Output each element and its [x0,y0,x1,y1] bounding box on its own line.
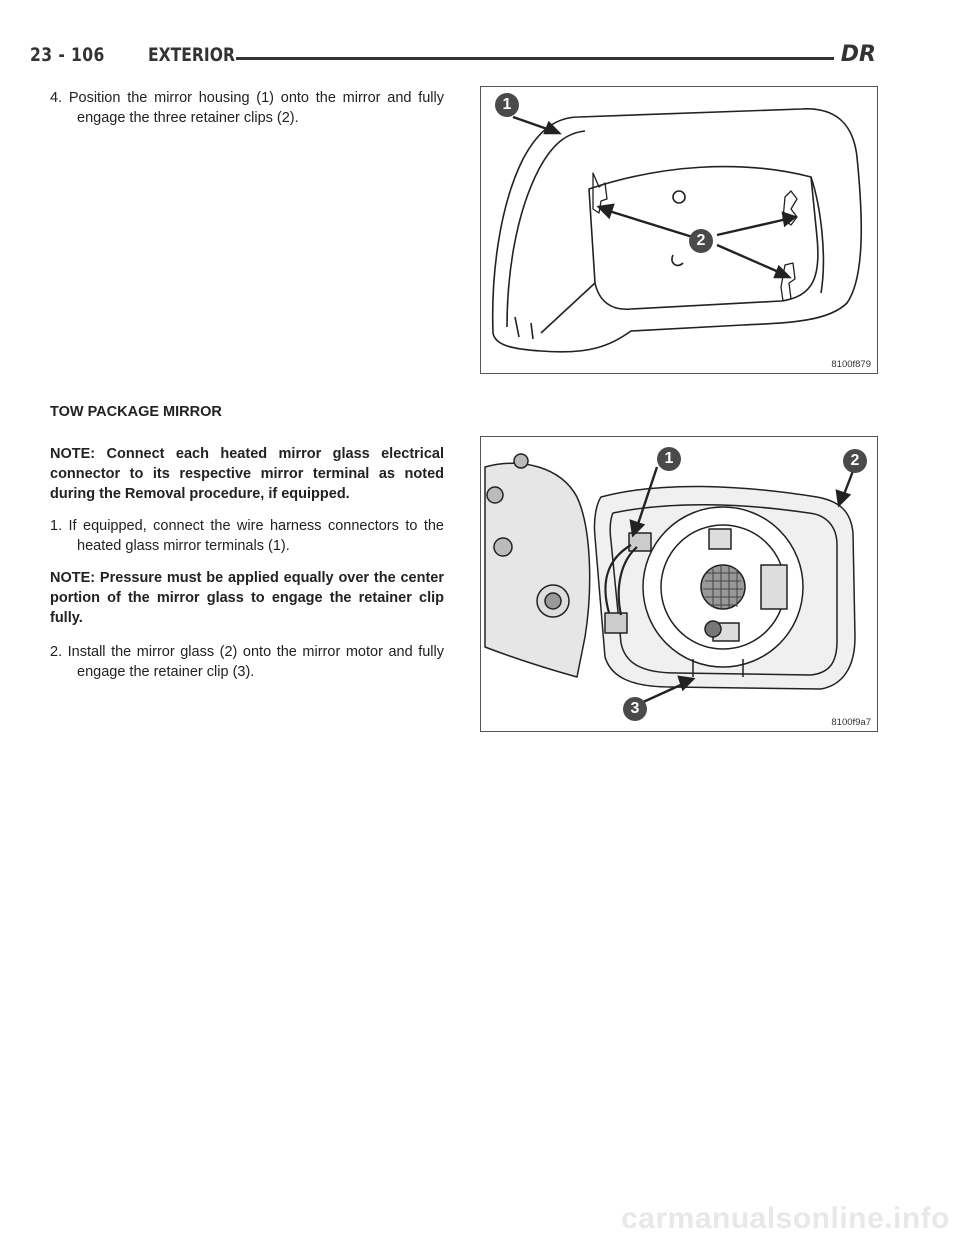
callout-3-retainer-clip: 3 [623,697,647,721]
figure-mirror-glass [480,436,878,732]
callout-1-terminals: 1 [657,447,681,471]
figure-2-id: 8100f9a7 [831,717,871,728]
note-2-block [50,568,444,628]
note-1-text: NOTE: Connect each heated mirror glass electrical connector to its respective mirror terminal as noted during the Removal procedure, if equipped. [50,446,444,502]
note-2-text: NOTE: Pressure must be applied equally over the center portion of the mirror glass to engage the retainer clip fully. [50,570,444,626]
tow-package-section [50,402,444,422]
mirror-glass-illustration [481,437,877,731]
callout-2-mirror-glass: 2 [843,449,867,473]
step-4-block [50,88,444,128]
section-heading: TOW PACKAGE MIRROR [50,404,222,420]
callout-1-housing: 1 [495,93,519,117]
mirror-housing-illustration [481,87,877,373]
page-number: 23 - 106 [30,44,105,66]
step-2-block [50,642,444,682]
page-header [30,44,880,74]
watermark: carmanualsonline.info [621,1202,950,1235]
step-2-text: 2. Install the mirror glass (2) onto the mirror motor and fully engage the retainer clip (3). [50,644,444,680]
step-1-block [50,516,444,556]
note-1-block [50,444,444,504]
callout-2-retainer-clips: 2 [689,229,713,253]
section-title: EXTERIOR [148,44,235,66]
header-rule [236,57,834,60]
dr-logo: DR [840,42,876,67]
figure-mirror-housing [480,86,878,374]
step-1-text: 1. If equipped, connect the wire harness connectors to the heated glass mirror terminals (1). [50,518,444,554]
step-4-text: 4. Position the mirror housing (1) onto the mirror and fully engage the three retainer clips (2). [50,90,444,126]
figure-1-id: 8100f879 [831,359,871,370]
